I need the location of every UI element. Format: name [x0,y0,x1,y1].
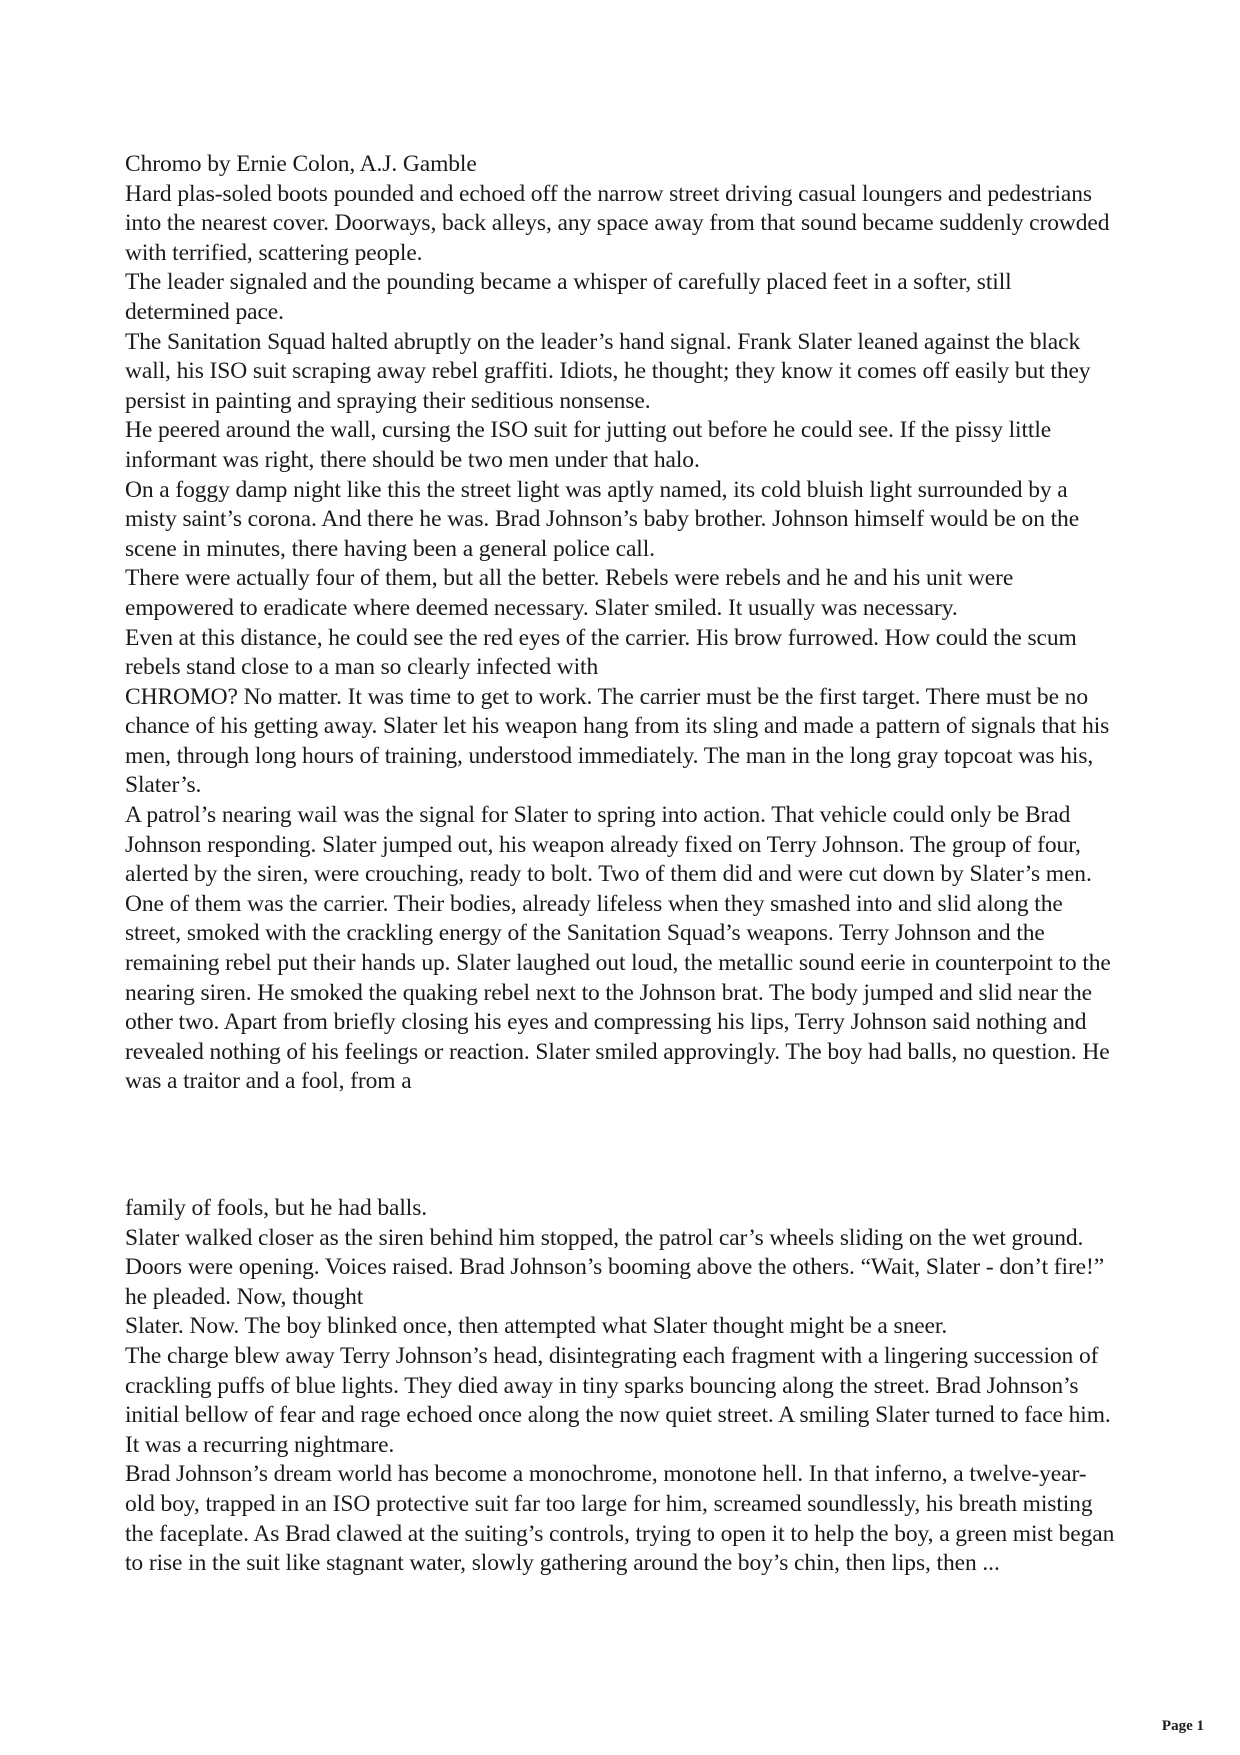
paragraph: There were actually four of them, but all the better. Rebels were rebels and he and his unit were empowered to eradicate where deemed necessary. Slater smiled. It usually was necessary. [125,565,1014,621]
paragraph: Hard plas-soled boots pounded and echoed off the narrow street driving casual loungers and pedestrians into the nearest cover. Doorways, back alleys, any space away from that sound became suddenly crowded with terrified, scattering people. [125,180,1110,266]
paragraph: The charge blew away Terry Johnson’s head, disintegrating each fragment with a lingering succession of crackling puffs of blue lights. They died away in tiny sparks bouncing along the street. Brad Johnson’s initial bellow of fear and rage echoed once along the now quiet street. A smiling Slater turned to face him. [125,1342,1111,1429]
paragraph: He peered around the wall, cursing the ISO suit for jutting out before he could see. If the pissy little informant was right, there should be two men under that halo. [125,417,1052,473]
paragraph: Slater. Now. The boy blinked once, then attempted what Slater thought might be a sneer. [125,1313,948,1340]
paragraph: The Sanitation Squad halted abruptly on the leader’s hand signal. Frank Slater leaned against the black wall, his ISO suit scraping away rebel graffiti. Idiots, he thought; they know it comes off easily but they persist in painting and spraying their seditious nonsense. [125,328,1091,414]
text-block-upper [125,150,1115,1097]
text-block-lower [125,1194,1115,1579]
paragraph: Slater walked closer as the siren behind him stopped, the patrol car’s wheels sliding on the wet ground. Doors were opening. Voices raised. Brad Johnson’s booming above the others. “Wait, Slater - don’t fire!” he pleaded. Now, thought [125,1224,1105,1310]
paragraph: Brad Johnson’s dream world has become a monochrome, monotone hell. In that inferno, a twelve-year-old boy, trapped in an ISO protective suit far too large for him, screamed soundlessly, his breath misting the faceplate. As Brad clawed at the suiting’s controls, trying to open it to help the boy, a green mist began to rise in the suit like stagnant water, slowly gathering around the boy’s chin, then lips, then ... [125,1461,1115,1577]
paragraph: family of fools, but he had balls. [125,1195,428,1221]
paragraph: On a foggy damp night like this the street light was aptly named, its cold bluish light surrounded by a misty saint’s corona. And there he was. Brad Johnson’s baby brother. Johnson himself would be on the scene in minutes, there having been a general police call. [125,476,1080,562]
paragraph: CHROMO? No matter. It was time to get to work. The carrier must be the first target. There must be no chance of his getting away. Slater let his weapon hang from its sling and made a pattern of signals that his men, through long hours of training, understood immediately. The man in the long gray topcoat was his, Slater’s. [125,683,1110,799]
paragraph: A patrol’s nearing wail was the signal for Slater to spring into action. That vehicle could only be Brad Johnson responding. Slater jumped out, his weapon already fixed on Terry Johnson. The group of four, alerted by the siren, were crouching, ready to bolt. Two of them did and were cut down by Slater’s men. One of them was the carrier. Their bodies, already lifeless when they smashed into and slid along the street, smoked with the crackling energy of the Sanitation Squad’s weapons. Terry Johnson and the remaining rebel put their hands up. Slater laughed out loud, the metallic sound eerie in counterpoint to the nearing siren. He smoked the quaking rebel next to the Johnson brat. The body jumped and slid near the other two. Apart from briefly closing his eyes and compressing his lips, Terry Johnson said nothing and revealed nothing of his feelings or reaction. Slater smiled approvingly. The boy had balls, no question. He was a traitor and a fool, from a [125,802,1111,1095]
page-number: Page 1 [1161,1718,1204,1734]
paragraph: It was a recurring nightmare. [125,1431,395,1458]
paragraph: The leader signaled and the pounding became a whisper of carefully placed feet in a softer, still determined pace. [125,269,1012,325]
paragraph: Even at this distance, he could see the red eyes of the carrier. His brow furrowed. How could the scum rebels stand close to a man so clearly infected with [125,624,1077,681]
document-title: Chromo by Ernie Colon, A.J. Gamble [125,151,477,177]
